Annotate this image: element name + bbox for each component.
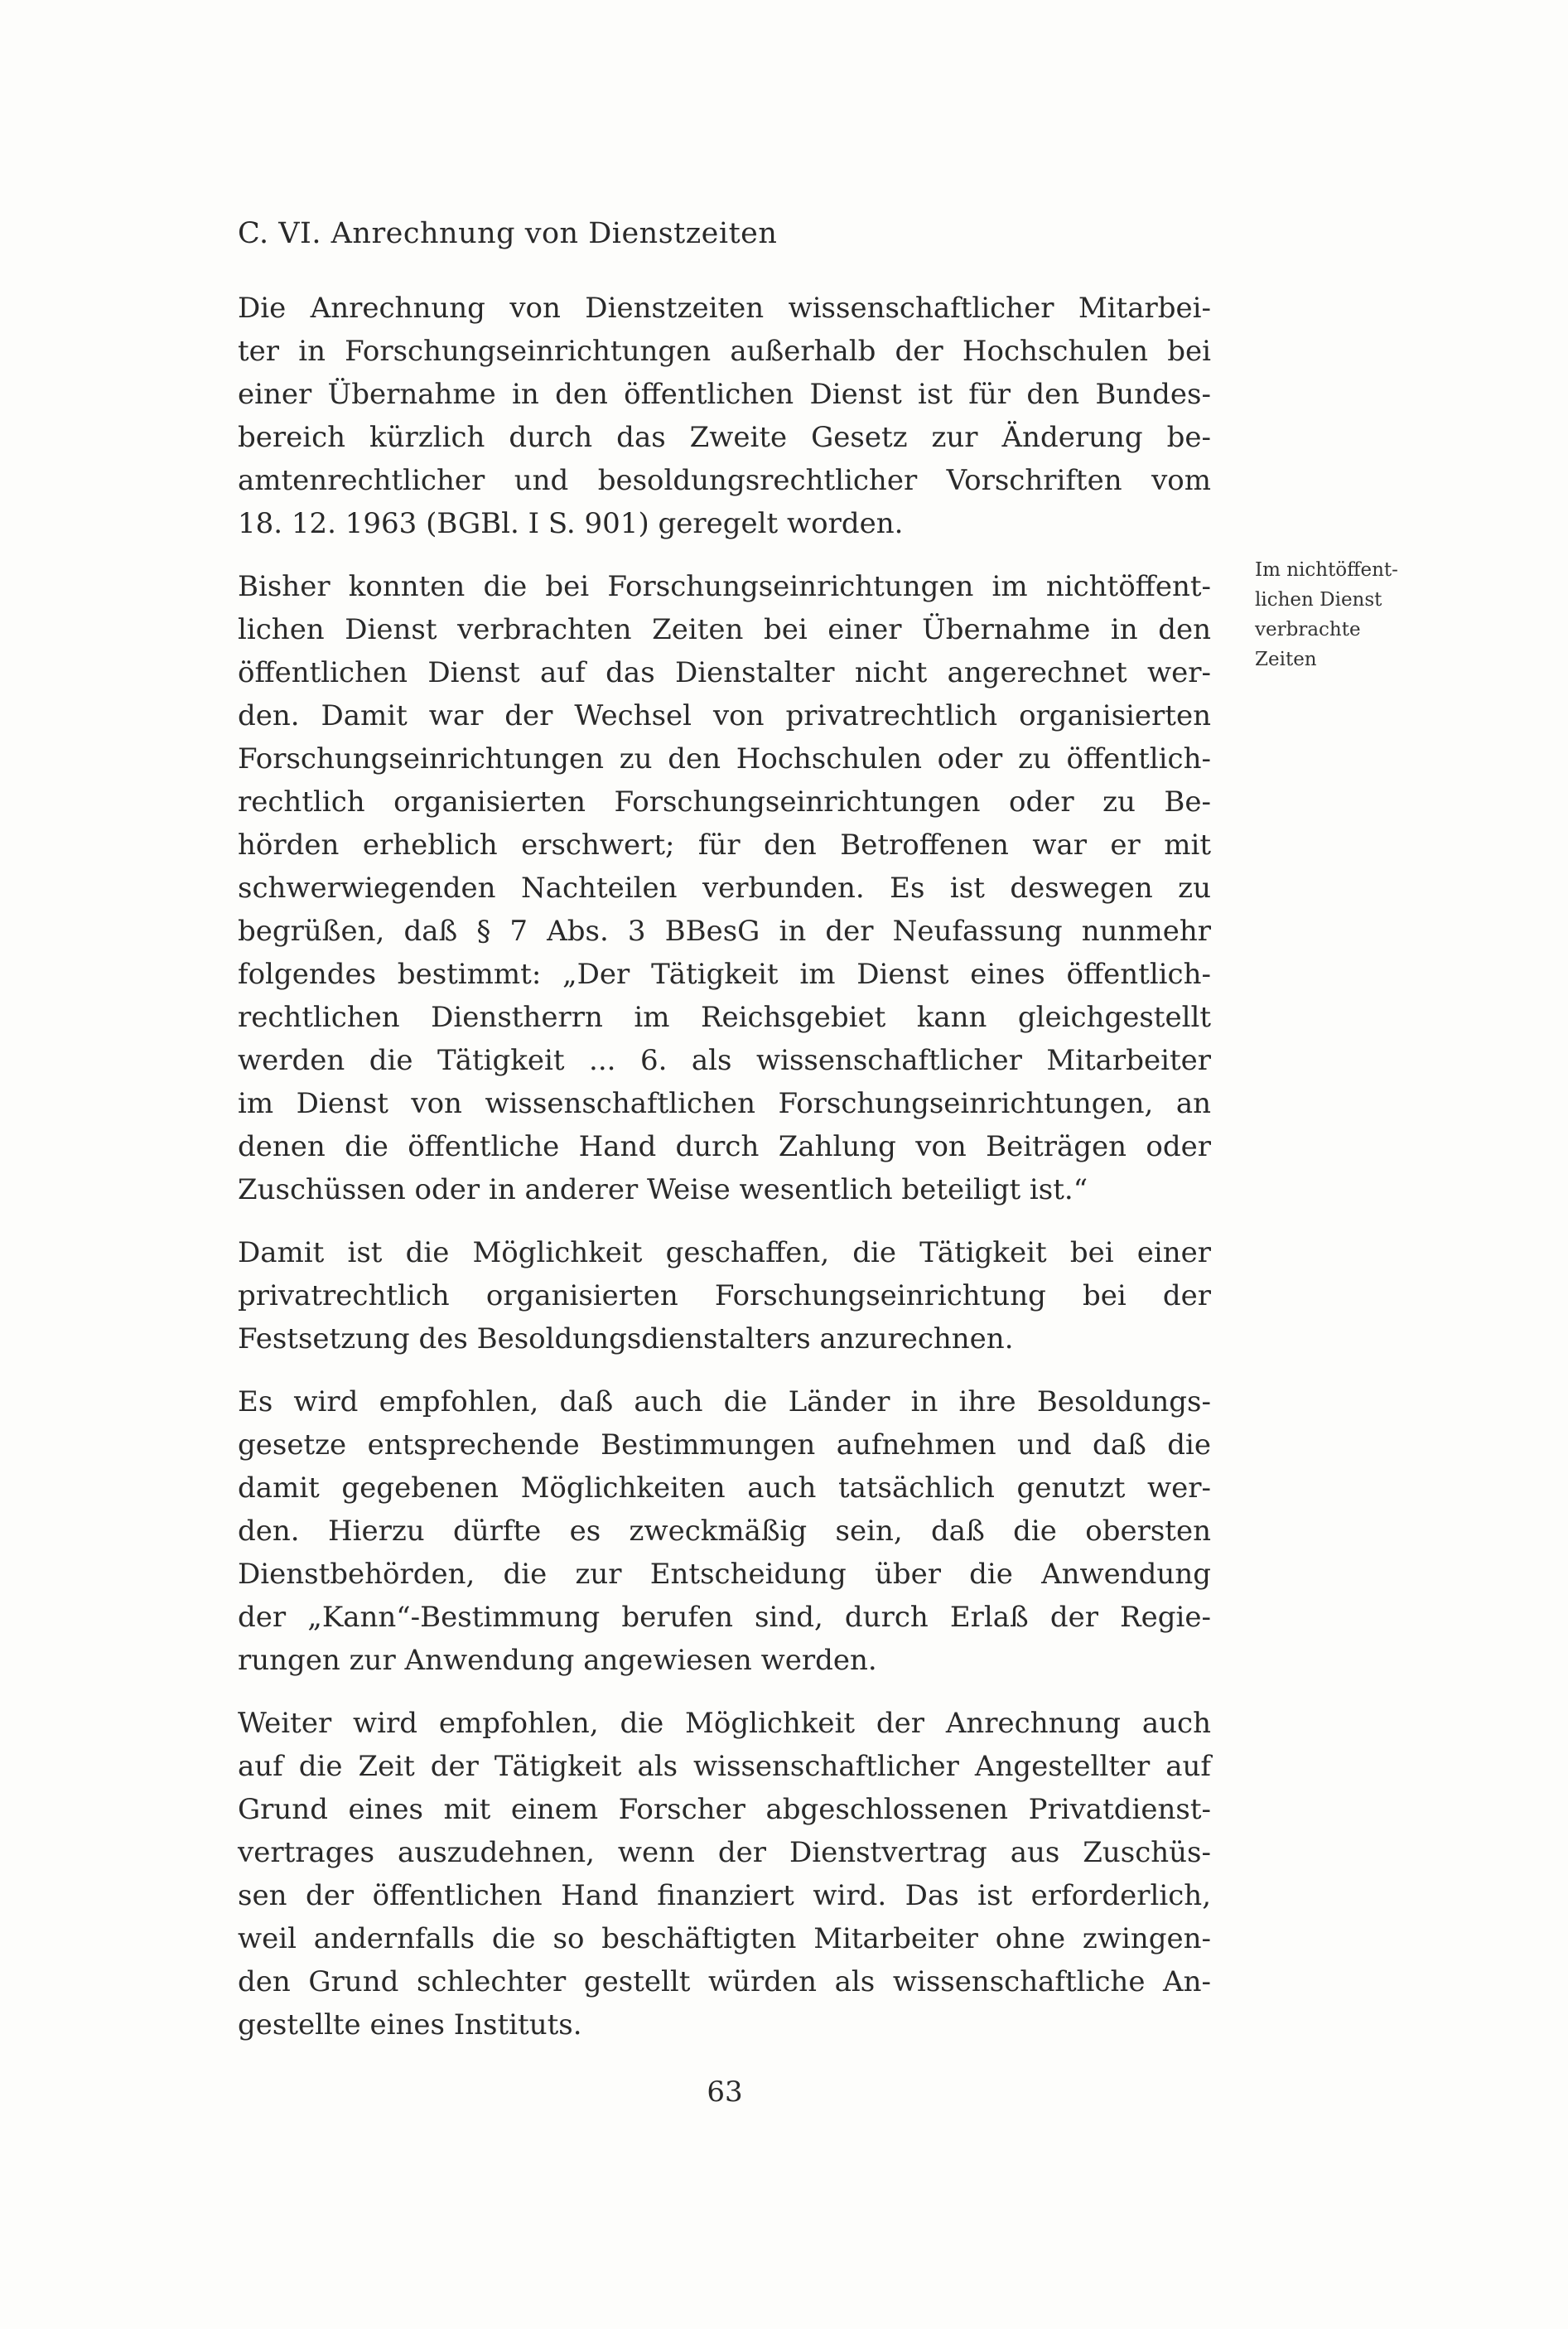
text-line: Grund eines mit einem Forscher abgeschlossenen Privatdienst-: [238, 1793, 1211, 1826]
text-line: denen die öffentliche Hand durch Zahlung von Beiträgen oder: [238, 1130, 1211, 1163]
text-line: Es wird empfohlen, daß auch die Länder in ihre Besoldungs-: [238, 1385, 1211, 1418]
text-line: öffentlichen Dienst auf das Dienstalter nicht angerechnet wer-: [238, 656, 1211, 689]
text-line: den. Damit war der Wechsel von privatrechtlich organisierten: [238, 699, 1211, 732]
text-line: weil andernfalls die so beschäftigten Mitarbeiter ohne zwingen-: [238, 1922, 1211, 1955]
text-line: 18. 12. 1963 (BGBl. I S. 901) geregelt worden.: [238, 507, 904, 540]
text-line: Zuschüssen oder in anderer Weise wesentlich beteiligt ist.“: [238, 1173, 1088, 1206]
text-line: gestellte eines Instituts.: [238, 2008, 582, 2041]
text-line: ter in Forschungseinrichtungen außerhalb der Hochschulen bei: [238, 335, 1211, 368]
text-line: Festsetzung des Besoldungsdienstalters anzurechnen.: [238, 1322, 1014, 1355]
text-line: Dienstbehörden, die zur Entscheidung über die Anwendung: [238, 1558, 1211, 1591]
text-line: amtenrechtlicher und besoldungsrechtlicher Vorschriften vom: [238, 464, 1211, 497]
text-line: den. Hierzu dürfte es zweckmäßig sein, daß die obersten: [238, 1515, 1211, 1548]
text-line: damit gegebenen Möglichkeiten auch tatsächlich genutzt wer-: [238, 1471, 1211, 1505]
text-line: Bisher konnten die bei Forschungseinrichtungen im nichtöffent-: [238, 570, 1211, 603]
margin-note-line: verbrachte: [1255, 619, 1361, 640]
paragraph: [238, 287, 1211, 545]
text-line: rechtlichen Dienstherrn im Reichsgebiet kann gleichgestellt: [238, 1001, 1211, 1034]
text-line: Damit ist die Möglichkeit geschaffen, die Tätigkeit bei einer: [238, 1236, 1211, 1269]
margin-note: [1255, 555, 1398, 674]
text-line: folgendes bestimmt: „Der Tätigkeit im Dienst eines öffentlich-: [238, 958, 1211, 991]
text-line: lichen Dienst verbrachten Zeiten bei einer Übernahme in den: [238, 613, 1211, 646]
text-line: Weiter wird empfohlen, die Möglichkeit der Anrechnung auch: [238, 1707, 1211, 1740]
text-line: begrüßen, daß § 7 Abs. 3 BBesG in der Neufassung nunmehr: [238, 915, 1211, 948]
text-line: der „Kann“-Bestimmung berufen sind, durch Erlaß der Regie-: [238, 1601, 1211, 1634]
body-text: [238, 287, 1211, 2066]
text-line: bereich kürzlich durch das Zweite Gesetz zur Änderung be-: [238, 421, 1211, 454]
text-line: sen der öffentlichen Hand finanziert wird. Das ist erforderlich,: [238, 1879, 1211, 1912]
text-line: hörden erheblich erschwert; für den Betroffenen war er mit: [238, 829, 1211, 862]
text-line: im Dienst von wissenschaftlichen Forschungseinrichtungen, an: [238, 1087, 1211, 1120]
text-line: den Grund schlechter gestellt würden als wissenschaftliche An-: [238, 1965, 1211, 1998]
paragraph: [238, 565, 1211, 1211]
text-line: rechtlich organisierten Forschungseinrichtungen oder zu Be-: [238, 785, 1211, 819]
text-line: privatrechtlich organisierten Forschungseinrichtung bei der: [238, 1279, 1211, 1312]
paragraph: [238, 1702, 1211, 2046]
margin-note-line: lichen Dienst: [1255, 589, 1382, 611]
page-number: 63: [707, 2075, 743, 2109]
margin-note-line: Zeiten: [1255, 649, 1317, 670]
paragraph: [238, 1380, 1211, 1682]
text-line: einer Übernahme in den öffentlichen Dienst ist für den Bundes-: [238, 378, 1211, 411]
text-line: gesetze entsprechende Bestimmungen aufnehmen und daß die: [238, 1428, 1211, 1462]
text-line: Die Anrechnung von Dienstzeiten wissenschaftlicher Mitarbei-: [238, 292, 1211, 325]
section-heading: C. VI. Anrechnung von Dienstzeiten: [238, 217, 778, 250]
text-line: Forschungseinrichtungen zu den Hochschulen oder zu öffentlich-: [238, 742, 1211, 776]
text-line: schwerwiegenden Nachteilen verbunden. Es ist deswegen zu: [238, 872, 1211, 905]
paragraph: [238, 1231, 1211, 1360]
text-line: auf die Zeit der Tätigkeit als wissenschaftlicher Angestellter auf: [238, 1750, 1211, 1783]
margin-note-line: Im nichtöffent-: [1255, 559, 1398, 581]
text-line: rungen zur Anwendung angewiesen werden.: [238, 1644, 877, 1677]
text-line: werden die Tätigkeit ... 6. als wissenschaftlicher Mitarbeiter: [238, 1044, 1211, 1077]
text-line: vertrages auszudehnen, wenn der Dienstvertrag aus Zuschüs-: [238, 1836, 1211, 1869]
